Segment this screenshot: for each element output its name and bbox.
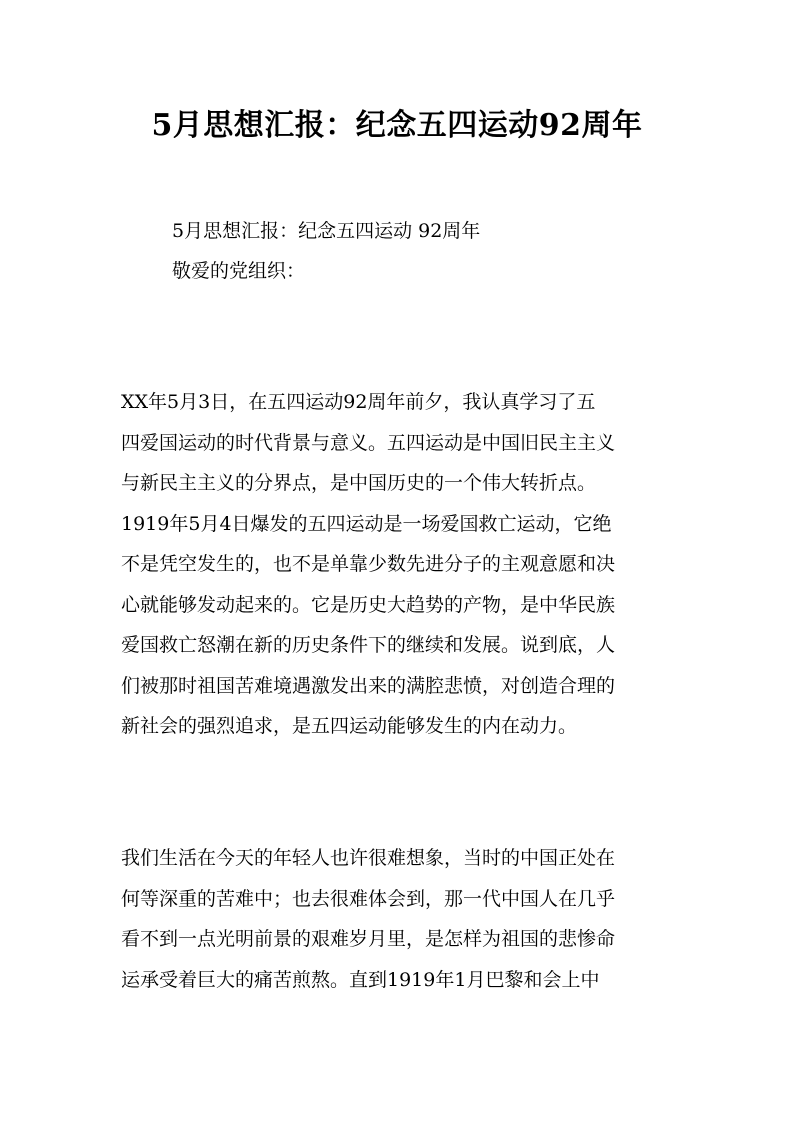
paragraph-line: 运承受着巨大的痛苦煎熬。直到1919年1月巴黎和会上中 xyxy=(121,968,600,991)
paragraph-line: 1919年5月4日爆发的五四运动是一场爱国救亡运动，它绝 xyxy=(121,512,612,535)
paragraph-line: 心就能够发动起来的。它是历史大趋势的产物，是中华民族 xyxy=(121,593,616,616)
salutation: 敬爱的党组织： xyxy=(172,260,306,282)
paragraph-line: 何等深重的苦难中；也去很难体会到，那一代中国人在几乎 xyxy=(121,887,616,910)
paragraph-line: 们被那时祖国苦难境遇激发出来的满腔悲愤，对创造合理的 xyxy=(121,674,616,697)
document-title: 5月思想汇报：纪念五四运动92周年 xyxy=(151,108,643,143)
paragraph-line: 我们生活在今天的年轻人也许很难想象，当时的中国正处在 xyxy=(121,847,616,869)
document-subtitle: 5月思想汇报：纪念五四运动 92周年 xyxy=(172,220,481,242)
paragraph-line: 新社会的强烈追求，是五四运动能够发生的内在动力。 xyxy=(121,715,578,737)
paragraph-2 xyxy=(121,838,676,1000)
paragraph-line: 与新民主主义的分界点，是中国历史的一个伟大转折点。 xyxy=(121,472,597,494)
paragraph-line: 四爱国运动的时代背景与意义。五四运动是中国旧民主主义 xyxy=(121,431,616,454)
paragraph-1 xyxy=(121,382,676,747)
paragraph-line: 看不到一点光明前景的艰难岁月里，是怎样为祖国的悲惨命 xyxy=(121,928,616,950)
paragraph-line: 爱国救亡怒潮在新的历史条件下的继续和发展。说到底，人 xyxy=(121,634,616,656)
paragraph-line: XX年5月3日，在五四运动92周年前夕，我认真学习了五 xyxy=(121,391,596,413)
paragraph-line: 不是凭空发生的，也不是单靠少数先进分子的主观意愿和决 xyxy=(121,553,616,575)
